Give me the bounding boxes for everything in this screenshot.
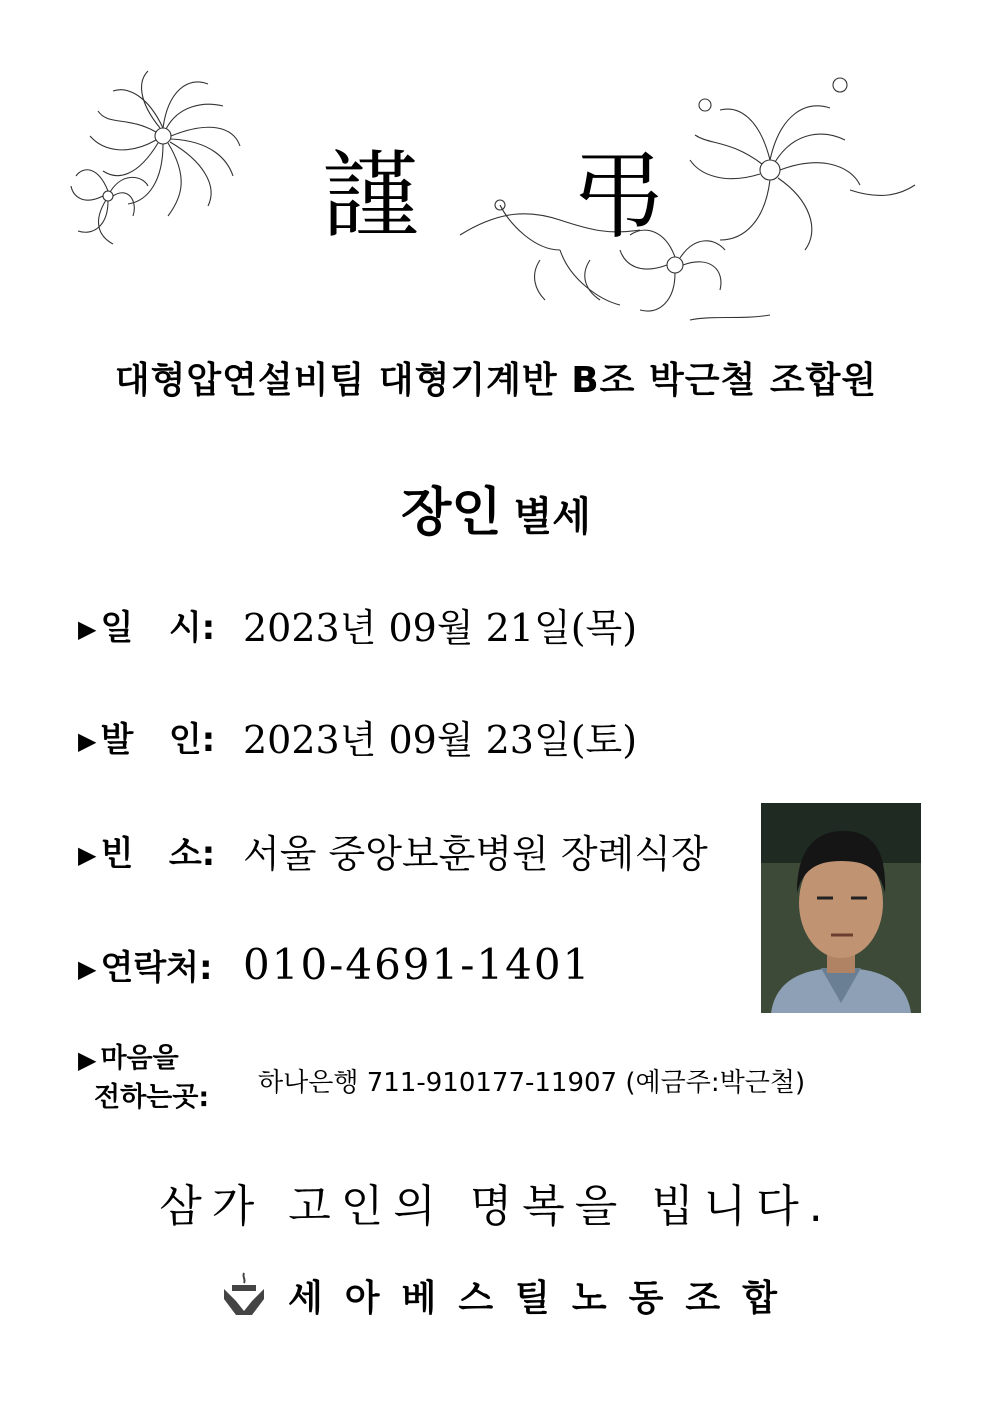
detail-value: 서울 중앙보훈병원 장례식장	[243, 831, 708, 876]
detail-row-funeral-hall	[78, 820, 708, 880]
condolence-message: 삼가 고인의 명복을 빕니다.	[159, 1181, 833, 1232]
marker-icon: ▶	[78, 955, 97, 983]
detail-row-date	[78, 594, 637, 654]
detail-row-procession	[78, 706, 637, 766]
title-char-2: 弔	[570, 140, 666, 252]
organization-signature	[222, 1270, 799, 1321]
donation-label: ▶ 마음을 전하는곳:	[78, 1043, 210, 1113]
headline	[0, 470, 992, 545]
title-char-1: 謹	[322, 140, 418, 252]
detail-row-contact	[78, 934, 591, 994]
detail-value: 2023년 09월 21일(목)	[243, 605, 638, 650]
detail-label: ▶ 일 시:	[78, 607, 216, 648]
chrysanthemum-illustration-left	[68, 66, 248, 246]
member-portrait-photo	[761, 803, 921, 1013]
marker-icon: ▶	[78, 727, 97, 755]
marker-icon: ▶	[78, 1045, 97, 1074]
marker-icon: ▶	[78, 841, 97, 869]
detail-label: ▶ 발 인:	[78, 719, 216, 760]
detail-value: 2023년 09월 23일(토)	[243, 717, 638, 762]
union-logo-icon	[222, 1271, 266, 1321]
detail-label: ▶ 연락처:	[78, 947, 213, 988]
headline-sub: 별세	[513, 494, 591, 540]
member-subtitle: 대형압연설비팀 대형기계반 B조 박근철 조합원	[114, 360, 878, 401]
headline-main: 장인	[401, 483, 502, 543]
organization-name: 세아베스틸노동조합	[288, 1278, 799, 1319]
chrysanthemum-illustration-right	[440, 60, 920, 335]
donation-account: 하나은행 711-910177-11907 (예금주:박근철)	[258, 1068, 806, 1098]
detail-label: ▶ 빈 소:	[78, 833, 216, 874]
detail-value: 010-4691-1401	[243, 939, 592, 989]
marker-icon: ▶	[78, 615, 97, 643]
